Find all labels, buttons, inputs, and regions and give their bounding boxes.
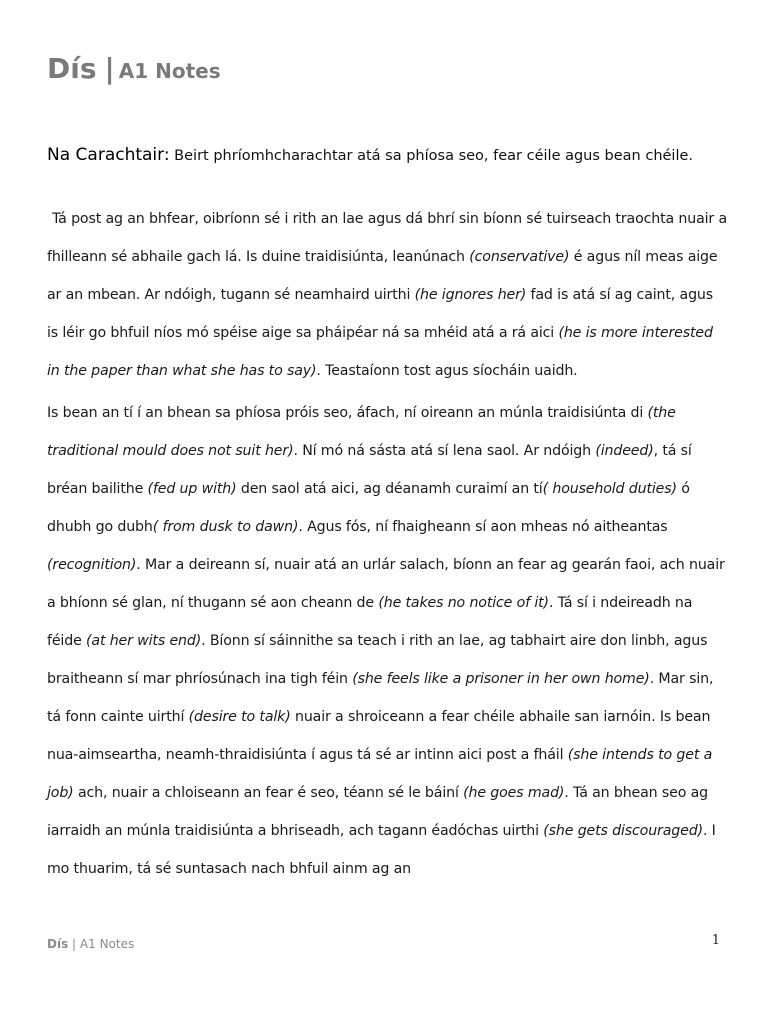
translation-gloss: (at her wits end)	[86, 633, 202, 649]
paragraph-wife	[47, 394, 727, 888]
translation-gloss: (fed up with)	[147, 481, 237, 497]
text-run: . Mar a deireann sí, nuair atá an urlár salach, bíonn an fear ag gearán faoi, ach nuair a bhíonn sé glan, ní thugann sé aon cheann de	[47, 557, 725, 611]
text-run: é agus níl meas aige ar an mbean. Ar ndóigh, tugann sé neamhaird uirthi	[47, 249, 718, 303]
footer-title: Dís	[47, 937, 69, 951]
translation-gloss: ( household duties)	[542, 481, 677, 497]
translation-gloss: (recognition)	[47, 557, 137, 573]
translation-gloss: (she gets discouraged)	[543, 823, 703, 839]
characters-heading: Na Carachtair:	[47, 145, 170, 165]
text-run: , tá sí bréan bailithe	[47, 443, 692, 497]
translation-gloss: (he takes no notice of it)	[378, 595, 549, 611]
translation-gloss: (he goes mad)	[463, 785, 565, 801]
text-run: fad is atá sí ag caint, agus is léir go bhfuil níos mó spéise aige sa pháipéar ná sa mhéid atá a rá aici	[47, 287, 714, 341]
translation-gloss: ( from dusk to dawn)	[152, 519, 299, 535]
characters-text: Beirt phríomhcharachtar atá sa phíosa seo, fear céile agus bean chéile.	[169, 148, 694, 164]
translation-gloss: (the traditional mould does not suit her)	[47, 405, 676, 459]
text-run: . Teastaíonn tost agus síocháin uaidh.	[316, 363, 578, 379]
body-text	[47, 200, 727, 888]
text-run: nuair a shroiceann a fear chéile abhaile san iarnóin. Is bean nua-aimseartha, neamh-thraidisiúnta í agus tá sé ar intinn aici post a fháil	[47, 709, 711, 763]
text-run: ach, nuair a chloiseann an fear é seo, téann sé le báiní	[73, 785, 464, 801]
text-run: Tá post ag an bhfear, oibríonn sé i rith an lae agus dá bhrí sin bíonn sé tuirseach traochta nuair a fhilleann sé abhaile gach lá. Is duine traidisiúnta, leanúnach	[47, 211, 728, 265]
text-run: . Bíonn sí sáinnithe sa teach i rith an lae, ag tabhairt aire don linbh, agus braitheann sí mar phríosúnach ina tigh féin	[47, 633, 708, 687]
text-run: . Tá an bhean seo ag iarraidh an múnla traidisiúnta a bhriseadh, ach tagann éadóchas uirthi	[47, 785, 708, 839]
text-run: ó dhubh go dubh	[47, 481, 690, 535]
text-run: . Ní mó ná sásta atá sí lena saol. Ar ndóigh	[293, 443, 596, 459]
page-footer	[47, 937, 134, 951]
translation-gloss: (he ignores her)	[414, 287, 527, 303]
header-separator: |	[104, 52, 115, 85]
text-run: Is bean an tí í an bhean sa phíosa próis seo, áfach, ní oireann an múnla traidisiúnta di	[47, 405, 648, 421]
characters-section	[47, 145, 727, 165]
text-run: den saol atá aici, ag déanamh curaimí an tí	[236, 481, 543, 497]
text-run: . Tá sí i ndeireadh na féide	[47, 595, 693, 649]
paragraph-husband	[47, 200, 727, 390]
header-subtitle: A1 Notes	[118, 59, 221, 83]
text-run: . Agus fós, ní fhaigheann sí aon mheas nó aitheantas	[298, 519, 668, 535]
text-run: . Mar sin, tá fonn cainte uirthí	[47, 671, 714, 725]
translation-gloss: (she feels like a prisoner in her own home)	[352, 671, 650, 687]
translation-gloss: (indeed)	[595, 443, 654, 459]
translation-gloss: (conservative)	[469, 249, 570, 265]
header-title: Dís	[47, 52, 97, 85]
footer-separator: |	[72, 937, 77, 951]
page-number: 1	[711, 933, 720, 948]
translation-gloss: (she intends to get a job)	[47, 747, 713, 801]
translation-gloss: (desire to talk)	[188, 709, 291, 725]
page-header	[47, 52, 221, 85]
text-run: . I mo thuarim, tá sé suntasach nach bhfuil ainm ag an	[47, 823, 716, 877]
translation-gloss: (he is more interested in the paper than what she has to say)	[47, 325, 713, 379]
footer-subtitle: A1 Notes	[79, 937, 135, 951]
